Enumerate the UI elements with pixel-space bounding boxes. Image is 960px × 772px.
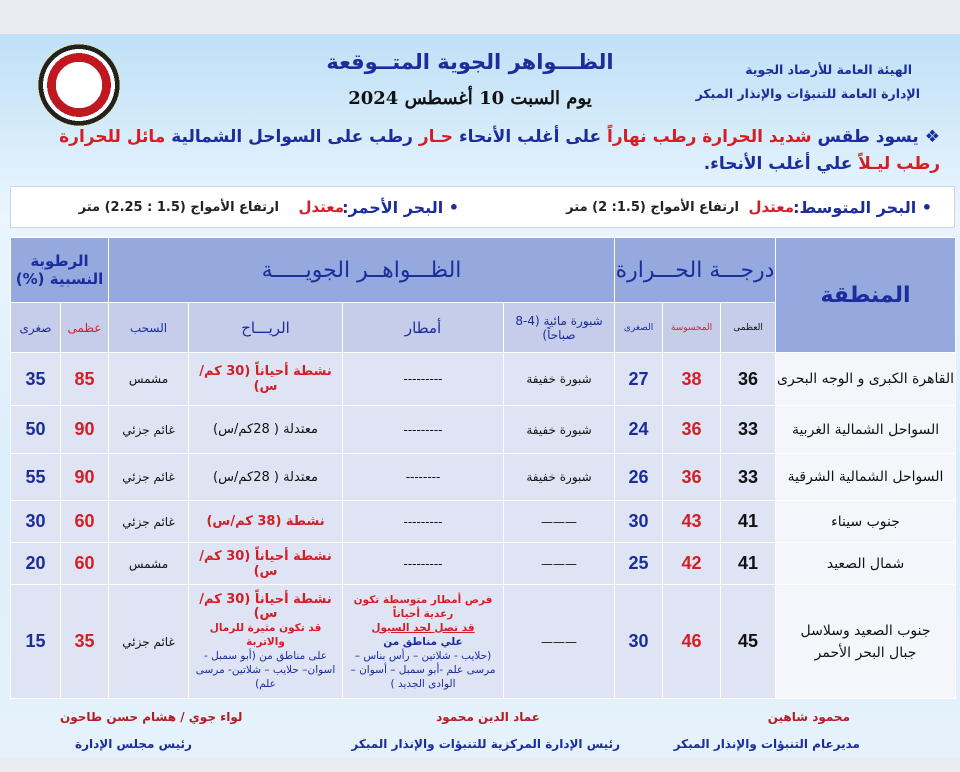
fog-value: ——— [504,501,615,543]
cloud-value: غائم جزئي [109,454,189,501]
feels-like-temp: 36 [663,454,721,501]
med-sea-label: • البحر المتوسط: [793,198,932,217]
min-temp-header: الصغرى [615,303,663,353]
signatory-3-name: لواء جوي / هشام حسن طاحون [60,710,243,724]
min-temp: 25 [615,543,663,585]
table-row [11,543,956,585]
feels-like-temp: 38 [663,353,721,406]
humidity-min: 30 [11,501,61,543]
humidity-max: 60 [61,501,109,543]
region-header: المنطقة [776,238,956,353]
fog-value: شبورة خفيفة [504,353,615,406]
humidity-min: 55 [11,454,61,501]
cloud-value: مشمس [109,543,189,585]
table-row [11,454,956,501]
table-row [11,406,956,454]
region-name: السواحل الشمالية الشرقية [776,454,956,501]
signatory-2-name: عماد الدين محمود [436,710,540,724]
temperature-header: درجـــة الحـــرارة [615,238,776,303]
humidity-min: 50 [11,406,61,454]
signatory-3-title: رئيس مجلس الإدارة [75,737,192,751]
org-name: الهيئة العامة للأرصاد الجوية [745,62,912,77]
sea-state-box [10,186,955,228]
min-temp: 26 [615,454,663,501]
fog-header: شبورة مائية (4-8 صباحاً) [504,303,615,353]
min-temp: 30 [615,585,663,699]
cloud-value: غائم جزئي [109,501,189,543]
cloud-value: غائم جزئي [109,406,189,454]
forecast-table [10,237,956,699]
forecast-date: يوم السبت 10 أغسطس 2024 [348,88,592,109]
fog-value: شبورة خفيفة [504,454,615,501]
humidity-max: 85 [61,353,109,406]
min-temp: 30 [615,501,663,543]
min-temp: 27 [615,353,663,406]
wind-value: نشطة (38 كم/س) [189,501,343,543]
rain-value: --------- [343,353,504,406]
table-row [11,585,956,699]
wind-value: نشطة أحياناً (30 كم/س) [189,543,343,585]
med-sea-state: معتدل [748,198,794,216]
region-name: القاهرة الكبرى و الوجه البحرى [776,353,956,406]
rain-value: -------- [343,454,504,501]
rain-value: --------- [343,501,504,543]
table-row [11,501,956,543]
phenomena-header: الظـــواهــر الجويـــــة [109,238,615,303]
fog-value: ——— [504,585,615,699]
red-sea-state: معتدل [298,198,344,216]
max-temp: 41 [721,501,776,543]
region-name: جنوب سيناء [776,501,956,543]
fog-value: ——— [504,543,615,585]
region-name: جنوب الصعيد وسلاسل جبال البحر الأحمر [776,585,956,699]
table-row [11,353,956,406]
humidity-min: 35 [11,353,61,406]
humidity-max: 90 [61,454,109,501]
min-temp: 24 [615,406,663,454]
cloud-header: السحب [109,303,189,353]
feels-like-temp: 46 [663,585,721,699]
humidity-min: 20 [11,543,61,585]
wind-header: الريـــاح [189,303,343,353]
feels-like-header: المحسوسة [663,303,721,353]
humidity-max-header: عظمى [61,303,109,353]
max-temp: 33 [721,406,776,454]
humidity-min: 15 [11,585,61,699]
cloud-value: غائم جزئي [109,585,189,699]
region-name: السواحل الشمالية الغربية [776,406,956,454]
rain-value: --------- [343,406,504,454]
signatory-1-name: محمود شاهين [767,710,850,724]
org-department: الإدارة العامة للتنبؤات والإنذار المبكر [695,86,920,101]
humidity-header: الرطوبة النسبية (%) [11,238,109,303]
rain-value: --------- [343,543,504,585]
humidity-max: 90 [61,406,109,454]
feels-like-temp: 36 [663,406,721,454]
max-temp: 41 [721,543,776,585]
max-temp: 33 [721,454,776,501]
bullet-icon: ❖ [924,127,940,147]
wind-value: معتدلة ( 28كم/س) [189,406,343,454]
wind-value: نشطة أحياناً (30 كم/س) [189,353,343,406]
rain-header: أمطار [343,303,504,353]
max-temp: 36 [721,353,776,406]
region-name: شمال الصعيد [776,543,956,585]
humidity-max: 60 [61,543,109,585]
signatory-2-title: رئيس الإدارة المركزية للتنبؤات والإنذار المبكر [351,737,620,751]
max-temp-header: العظمى [721,303,776,353]
wind-value: نشطة أحياناً (30 كم/س) قد تكون مثيرة للرمال والاتربة على مناطق من (أبو سمبل - اسوان– حلايب – شلاتين- مرسى علم) [189,585,343,699]
humidity-min-header: صغرى [11,303,61,353]
page-title: الظـــواهر الجوية المتــوقعة [326,50,614,74]
wind-value: معتدلة ( 28كم/س) [189,454,343,501]
cloud-value: مشمس [109,353,189,406]
ema-logo [38,44,120,126]
rain-value: فرص أمطار متوسطة تكون رعدية أحياناً قد تصل لحد السيول علي مناطق من (حلايب - شلاتين – رأس بناس – مرسى علم -أبو سمبل – أسوان – الوادى الجديد ) [343,585,504,699]
feels-like-temp: 43 [663,501,721,543]
fog-value: شبورة خفيفة [504,406,615,454]
weather-summary: ❖ يسود طقس شديد الحرارة رطب نهاراً على أغلب الأنحاء حـار رطب على السواحل الشمالية مائل للحرارة رطب ليـلاً علي أغلب الأنحاء. [59,127,940,174]
max-temp: 45 [721,585,776,699]
red-sea-waves: ارتفاع الأمواج (1.5 : 2.25) متر [78,200,279,215]
humidity-max: 35 [61,585,109,699]
signatory-1-title: مديرعام التنبؤات والإنذار المبكر [673,737,860,751]
med-sea-waves: ارتفاع الأمواج (1.5: 2) متر [566,200,739,215]
feels-like-temp: 42 [663,543,721,585]
red-sea-label: • البحر الأحمر: [342,198,459,217]
